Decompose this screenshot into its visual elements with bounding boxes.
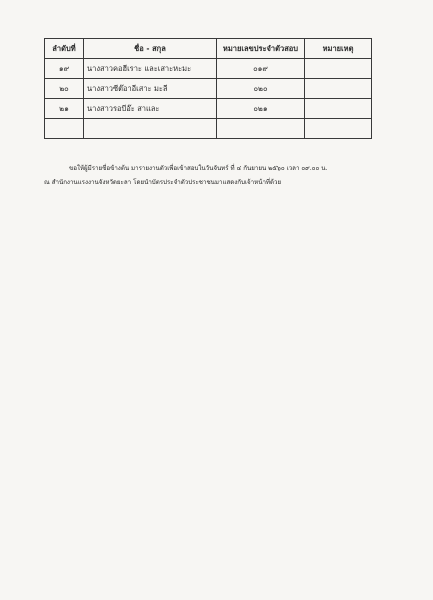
row-exam-id: ๐๑๙ xyxy=(217,59,305,79)
header-exam-id: หมายเลขประจำตัวสอบ xyxy=(217,39,305,59)
reporting-notice xyxy=(44,162,389,190)
row-name: นางสาวคอฮีเราะ และเสาะหะมะ xyxy=(84,59,217,79)
table-row xyxy=(45,79,372,99)
row-remark xyxy=(305,119,372,139)
row-name xyxy=(84,119,217,139)
row-remark xyxy=(305,79,372,99)
table-row xyxy=(45,59,372,79)
row-order: ๑๙ xyxy=(45,59,84,79)
row-order xyxy=(45,119,84,139)
header-order: ลำดับที่ xyxy=(45,39,84,59)
candidate-table xyxy=(44,38,372,139)
row-exam-id xyxy=(217,119,305,139)
row-remark xyxy=(305,99,372,119)
header-name: ชื่อ - สกุล xyxy=(84,39,217,59)
table-row xyxy=(45,99,372,119)
table-header-row xyxy=(45,39,372,59)
notice-line-2: ณ สำนักงานแรงงานจังหวัดยะลา โดยนำบัตรประจำตัวประชาชนมาแสดงกับเจ้าหน้าที่ด้วย xyxy=(44,179,282,186)
row-order: ๒๐ xyxy=(45,79,84,99)
row-name: นางสาวรอบีอ๊ะ สาและ xyxy=(84,99,217,119)
table-row-empty xyxy=(45,119,372,139)
row-order: ๒๑ xyxy=(45,99,84,119)
row-name: นางสาวซีต๊อาอีเสาะ มะลี xyxy=(84,79,217,99)
notice-line-1: ขอให้ผู้มีรายชื่อข้างต้น มารายงานตัวเพื่อเข้าสอบในวันจันทร์ ที่ ๔ กันยายน ๒๕๖๐ เวลา ๐๙.๐๐ น. xyxy=(69,165,328,172)
row-remark xyxy=(305,59,372,79)
row-exam-id: ๐๒๑ xyxy=(217,99,305,119)
header-remark: หมายเหตุ xyxy=(305,39,372,59)
row-exam-id: ๐๒๐ xyxy=(217,79,305,99)
